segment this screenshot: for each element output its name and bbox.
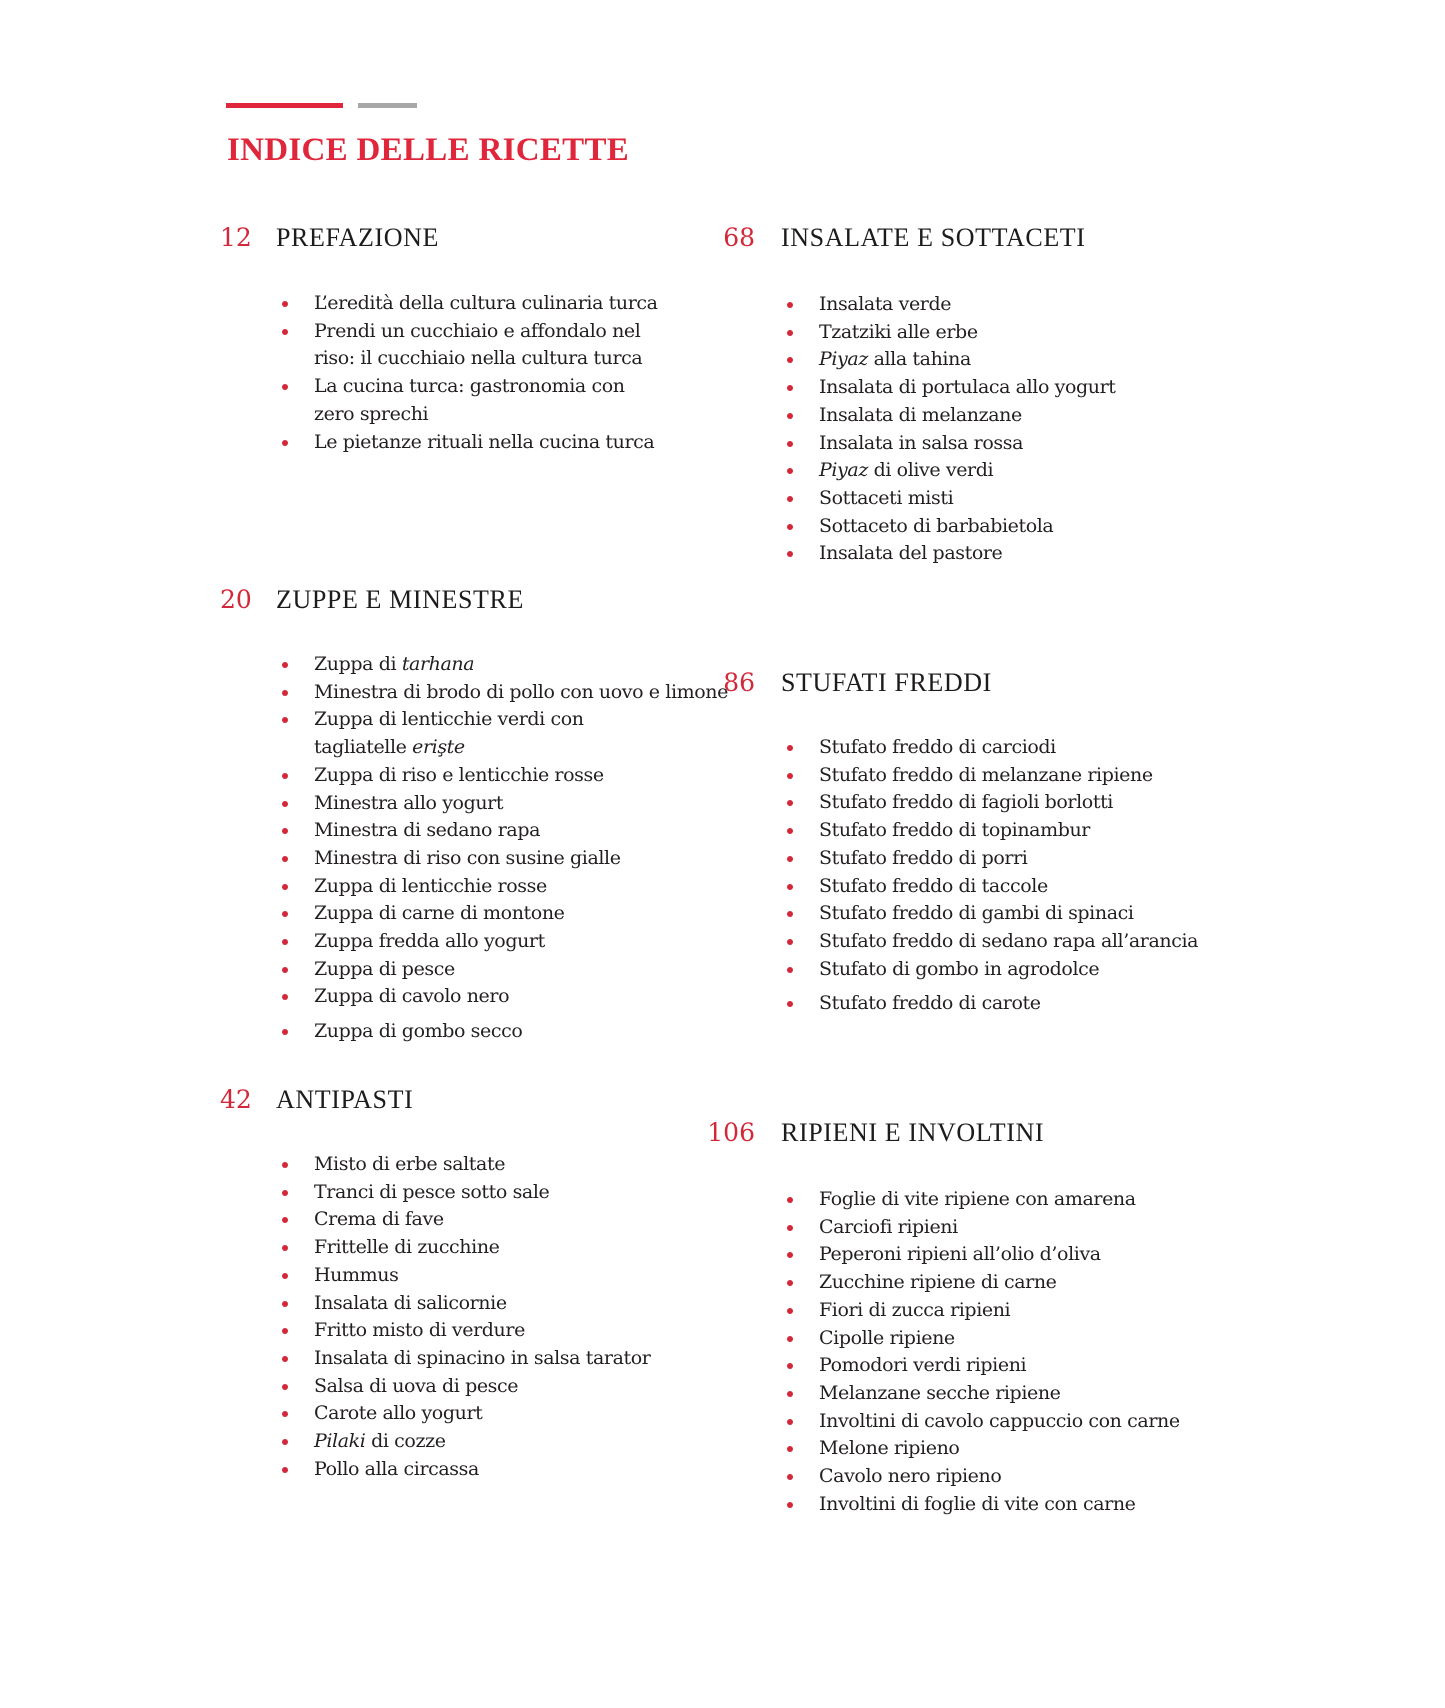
recipe-label: Le pietanze rituali nella cucina turca (314, 430, 655, 453)
recipe-item[interactable] (282, 1234, 662, 1262)
recipe-item[interactable] (282, 1151, 662, 1179)
recipe-label: Carote allo yogurt (314, 1402, 483, 1425)
bullet-icon (787, 967, 793, 973)
recipe-label: Pomodori verdi ripieni (819, 1354, 1027, 1377)
recipe-item[interactable] (282, 928, 662, 956)
recipe-label: Involtini di foglie di vite con carne (819, 1492, 1136, 1515)
recipe-label: Stufato freddo di sedano rapa all’arancia (819, 929, 1199, 952)
bullet-icon (787, 413, 793, 419)
bullet-icon (282, 1301, 288, 1307)
recipe-label: Pollo alla circassa (314, 1457, 479, 1480)
bullet-icon (282, 329, 288, 335)
recipe-label-italic: Piyaz (819, 459, 868, 482)
section-page-number[interactable]: 106 (707, 1118, 755, 1147)
bullet-icon (787, 1225, 793, 1231)
section-antipasti (220, 1083, 680, 1480)
page-title: INDICE DELLE RICETTE (227, 132, 630, 168)
section-title[interactable]: STUFATI FREDDI (781, 668, 992, 697)
recipe-item[interactable] (282, 1262, 662, 1290)
recipe-item[interactable] (282, 900, 662, 928)
bullet-icon (787, 302, 793, 308)
recipe-label: Tzatziki alle erbe (819, 320, 978, 343)
bullet-icon (282, 1356, 288, 1362)
recipe-item[interactable] (787, 817, 1207, 845)
section-title[interactable]: RIPIENI E INVOLTINI (781, 1118, 1045, 1147)
bullet-icon (787, 496, 793, 502)
recipe-item[interactable] (787, 513, 1207, 541)
recipe-label: Cavolo nero ripieno (819, 1465, 1002, 1488)
recipe-label: Stufato freddo di carciodi (819, 736, 1056, 758)
recipe-item[interactable] (282, 956, 662, 984)
recipe-item[interactable] (787, 485, 1207, 513)
recipe-list (282, 1151, 662, 1483)
bullet-icon (282, 884, 288, 890)
recipe-label: Insalata di spinacino in salsa tarator (314, 1346, 651, 1369)
section-heading (220, 1083, 680, 1117)
recipe-label: Sottaceto di barbabietola (819, 514, 1054, 537)
recipe-list (787, 734, 1207, 1018)
bullet-icon (282, 1217, 288, 1223)
bullet-icon (787, 1001, 793, 1007)
recipe-item[interactable] (787, 430, 1207, 458)
bullet-icon (787, 330, 793, 336)
recipe-item[interactable] (787, 1241, 1207, 1269)
recipe-item[interactable] (787, 1408, 1207, 1436)
recipe-label: Stufato freddo di melanzane ripiene (819, 763, 1153, 786)
bullet-icon (282, 717, 288, 723)
recipe-item[interactable] (787, 900, 1207, 928)
recipe-label: Stufato freddo di taccole (819, 874, 1048, 897)
recipe-label: Zuppa di carne di montone (314, 902, 565, 925)
bullet-icon (282, 1467, 288, 1473)
recipe-item[interactable] (282, 706, 662, 761)
recipe-label: Tranci di pesce sotto sale (314, 1180, 550, 1203)
recipe-item[interactable] (787, 990, 1207, 1018)
recipe-label: Insalata di melanzane (819, 403, 1022, 426)
recipe-item[interactable] (787, 319, 1207, 347)
recipe-label: Foglie di vite ripiene con amarena (819, 1188, 1136, 1210)
recipe-label: L’eredità della cultura culinaria turca (314, 292, 658, 314)
recipe-item[interactable] (787, 374, 1207, 402)
recipe-label: Fiori di zucca ripieni (819, 1298, 1011, 1321)
bullet-icon (282, 1029, 288, 1035)
section-page-number[interactable]: 20 (220, 585, 252, 614)
recipe-label: Insalata in salsa rossa (819, 431, 1024, 454)
bullet-icon (787, 357, 793, 363)
bullet-icon (282, 939, 288, 945)
recipe-label: Crema di fave (314, 1208, 444, 1231)
section-title[interactable]: PREFAZIONE (276, 223, 439, 252)
recipe-label: Stufato freddo di topinambur (819, 819, 1090, 842)
recipe-item[interactable] (787, 789, 1207, 817)
recipe-item[interactable] (787, 1463, 1207, 1491)
bullet-icon (787, 1419, 793, 1425)
recipe-item[interactable] (787, 1380, 1207, 1408)
recipe-label-italic: Pilaki (314, 1430, 366, 1453)
recipe-label: Insalata verde (819, 293, 952, 315)
bullet-icon (282, 301, 288, 307)
recipe-label-italic: tarhana (401, 653, 475, 675)
recipe-item[interactable] (282, 1400, 662, 1428)
recipe-item[interactable] (282, 1179, 662, 1207)
recipe-item[interactable] (787, 1269, 1207, 1297)
recipe-item[interactable] (787, 1352, 1207, 1380)
bullet-icon (787, 939, 793, 945)
recipe-item[interactable] (282, 290, 662, 318)
bullet-icon (282, 1162, 288, 1168)
recipe-label: Zucchine ripiene di carne (819, 1271, 1057, 1294)
recipe-label: Zuppa di lenticchie rosse (314, 874, 547, 897)
recipe-item[interactable] (787, 1214, 1207, 1242)
bullet-icon (282, 911, 288, 917)
recipe-item[interactable] (282, 1428, 662, 1456)
recipe-item[interactable] (282, 1290, 662, 1318)
section-stufati (701, 666, 1221, 1015)
bullet-icon (787, 745, 793, 751)
recipe-list (787, 1186, 1207, 1518)
recipe-label: La cucina turca: gastronomia con zero sprechi (314, 375, 625, 425)
recipe-item[interactable] (282, 651, 662, 679)
recipe-item[interactable] (282, 817, 662, 845)
bullet-icon (787, 773, 793, 779)
bullet-icon (787, 856, 793, 862)
recipe-item[interactable] (787, 734, 1207, 762)
bullet-icon (282, 1273, 288, 1279)
bullet-icon (787, 800, 793, 806)
recipe-label: Zuppa di lenticchie verdi con tagliatelle (314, 708, 584, 759)
recipe-item[interactable] (787, 1491, 1207, 1519)
recipe-label: Insalata del pastore (819, 542, 1003, 565)
bullet-icon (282, 1190, 288, 1196)
recipe-list (787, 291, 1207, 568)
bullet-icon (787, 1391, 793, 1397)
recipe-item[interactable] (787, 873, 1207, 901)
bullet-icon (787, 1446, 793, 1452)
recipe-item[interactable] (787, 291, 1207, 319)
accent-bar-gray (358, 103, 417, 108)
bullet-icon (282, 440, 288, 446)
recipe-label: Stufato freddo di gambi di spinaci (819, 902, 1134, 925)
recipe-label: Melanzane secche ripiene (819, 1381, 1061, 1404)
section-insalate (701, 221, 1221, 565)
recipe-list (282, 651, 728, 1046)
bullet-icon (787, 551, 793, 557)
recipe-label: Stufato freddo di carote (819, 992, 1041, 1015)
recipe-item[interactable] (787, 956, 1207, 984)
section-ripieni (701, 1116, 1221, 1515)
recipe-item[interactable] (282, 1018, 662, 1046)
recipe-item[interactable] (282, 1456, 662, 1484)
section-page-number[interactable]: 42 (220, 1085, 252, 1114)
recipe-label: Stufato freddo di fagioli borlotti (819, 791, 1113, 814)
recipe-item[interactable] (282, 762, 662, 790)
section-page-number[interactable]: 86 (723, 668, 755, 697)
recipe-label: di cozze (365, 1430, 446, 1453)
bullet-icon (282, 384, 288, 390)
recipe-item[interactable] (282, 790, 662, 818)
recipe-label: Salsa di uova di pesce (314, 1374, 519, 1397)
recipe-label: Zuppa di (314, 653, 402, 675)
recipe-label: Hummus (314, 1263, 399, 1286)
recipe-label: Frittelle di zucchine (314, 1236, 500, 1259)
recipe-label: Involtini di cavolo cappuccio con carne (819, 1409, 1180, 1432)
recipe-label: Misto di erbe saltate (314, 1153, 506, 1175)
bullet-icon (282, 1439, 288, 1445)
recipe-label: Stufato di gombo in agrodolce (819, 957, 1100, 980)
bullet-icon (282, 828, 288, 834)
bullet-icon (787, 468, 793, 474)
recipe-label: Minestra di sedano rapa (314, 819, 541, 842)
recipe-label: Peperoni ripieni all’olio d’oliva (819, 1243, 1101, 1266)
bullet-icon (282, 773, 288, 779)
section-title[interactable]: ANTIPASTI (276, 1085, 414, 1114)
section-heading (220, 221, 680, 255)
recipe-label: alla tahina (867, 348, 971, 371)
recipe-label: Minestra allo yogurt (314, 791, 504, 814)
bullet-icon (787, 911, 793, 917)
recipe-label: Cipolle ripiene (819, 1326, 955, 1349)
recipe-item[interactable] (282, 845, 662, 873)
bullet-icon (282, 1328, 288, 1334)
bullet-icon (787, 524, 793, 530)
recipe-label: Zuppa di pesce (314, 957, 455, 980)
recipe-label: Carciofi ripieni (819, 1215, 958, 1238)
section-zuppe (220, 583, 728, 1043)
bullet-icon (282, 856, 288, 862)
recipe-item[interactable] (282, 1206, 662, 1234)
recipe-label: Insalata di portulaca allo yogurt (819, 376, 1116, 399)
recipe-label: Zuppa fredda allo yogurt (314, 930, 545, 953)
recipe-label: Fritto misto di verdure (314, 1319, 525, 1342)
recipe-item[interactable] (787, 1297, 1207, 1325)
recipe-item[interactable] (787, 346, 1207, 374)
recipe-label: Melone ripieno (819, 1437, 960, 1460)
recipe-item[interactable] (787, 1435, 1207, 1463)
bullet-icon (787, 1197, 793, 1203)
section-heading (701, 1116, 1221, 1150)
recipe-label: Prendi un cucchiaio e affondalo nel riso: il cucchiaio nella cultura turca (314, 319, 643, 370)
recipe-item[interactable] (282, 1317, 662, 1345)
section-page-number[interactable]: 68 (723, 223, 755, 252)
section-heading (701, 666, 1221, 700)
recipe-list (282, 290, 662, 456)
bullet-icon (787, 1502, 793, 1508)
bullet-icon (282, 690, 288, 696)
recipe-label: di olive verdi (867, 459, 994, 482)
bullet-icon (282, 994, 288, 1000)
recipe-label-italic: Piyaz (819, 348, 868, 371)
bullet-icon (787, 1336, 793, 1342)
recipe-label: Zuppa di gombo secco (314, 1020, 523, 1043)
recipe-item[interactable] (282, 1345, 662, 1373)
bullet-icon (282, 1411, 288, 1417)
bullet-icon (282, 1245, 288, 1251)
recipe-item[interactable] (282, 1373, 662, 1401)
recipe-item[interactable] (282, 679, 728, 707)
recipe-label: Stufato freddo di porri (819, 846, 1028, 869)
recipe-item[interactable] (282, 429, 662, 457)
section-heading (220, 583, 700, 617)
recipe-item[interactable] (787, 1186, 1207, 1214)
section-heading (701, 221, 1221, 255)
recipe-label-italic: erişte (412, 736, 465, 759)
bullet-icon (787, 1280, 793, 1286)
bullet-icon (787, 385, 793, 391)
recipe-item[interactable] (787, 1325, 1207, 1353)
recipe-item[interactable] (282, 318, 662, 373)
bullet-icon (787, 441, 793, 447)
recipe-item[interactable] (787, 540, 1207, 568)
recipe-label: Insalata di salicornie (314, 1291, 507, 1314)
bullet-icon (282, 1384, 288, 1390)
recipe-item[interactable] (787, 402, 1207, 430)
recipe-label: Minestra di riso con susine gialle (314, 846, 621, 869)
recipe-label: Sottaceti misti (819, 486, 954, 509)
bullet-icon (787, 884, 793, 890)
recipe-item[interactable] (787, 845, 1207, 873)
recipe-item[interactable] (787, 762, 1207, 790)
section-page-number[interactable]: 12 (220, 223, 252, 252)
recipe-item[interactable] (282, 873, 662, 901)
recipe-item[interactable] (282, 373, 662, 428)
recipe-label: Minestra di brodo di pollo con uovo e limone (314, 680, 728, 703)
recipe-label: Zuppa di cavolo nero (314, 985, 510, 1008)
bullet-icon (787, 1363, 793, 1369)
bullet-icon (787, 828, 793, 834)
bullet-icon (787, 1308, 793, 1314)
section-prefazione (220, 221, 680, 453)
bullet-icon (282, 801, 288, 807)
bullet-icon (787, 1252, 793, 1258)
bullet-icon (282, 967, 288, 973)
recipe-item[interactable] (282, 983, 662, 1011)
recipe-label: Zuppa di riso e lenticchie rosse (314, 763, 604, 786)
recipe-item[interactable] (787, 928, 1207, 956)
accent-bar-red (226, 103, 343, 108)
section-title[interactable]: ZUPPE E MINESTRE (276, 585, 524, 614)
bullet-icon (787, 1474, 793, 1480)
recipe-item[interactable] (787, 457, 1207, 485)
bullet-icon (282, 662, 288, 668)
section-title[interactable]: INSALATE E SOTTACETI (781, 223, 1086, 252)
